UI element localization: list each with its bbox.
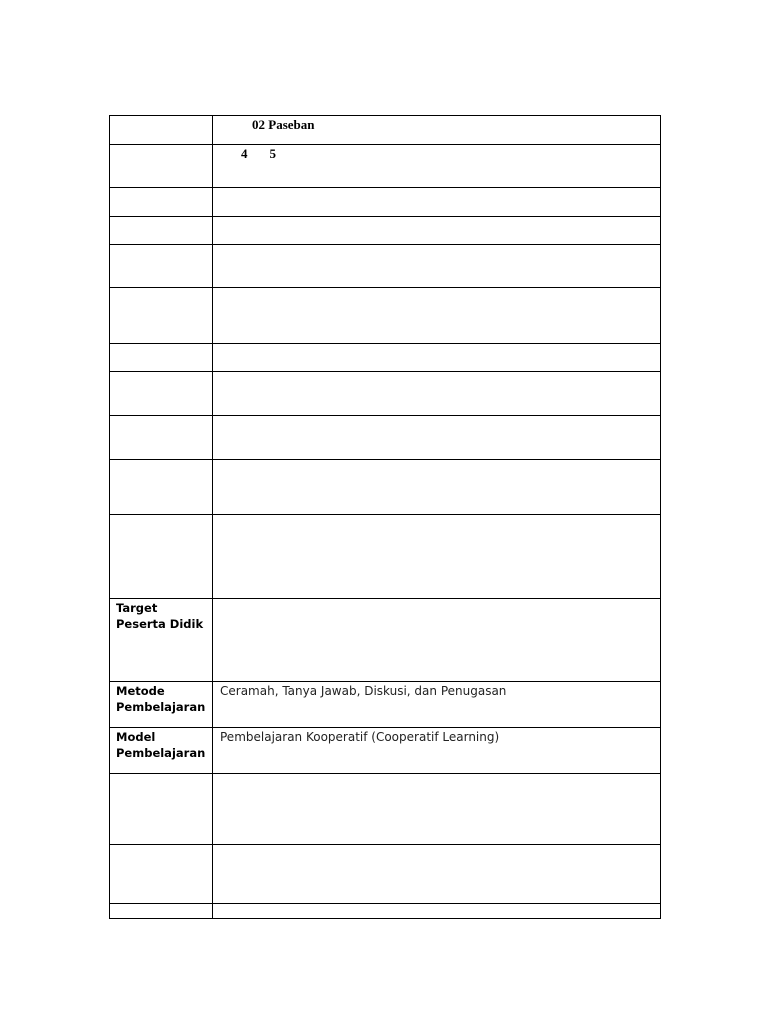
- metode-pembelajaran-label: Metode Pembelajaran: [116, 684, 206, 714]
- row-label-cell: [110, 188, 213, 217]
- table-row: [110, 188, 661, 217]
- table-row: [110, 774, 661, 845]
- row-label-cell: [110, 515, 213, 599]
- row-value-cell: [213, 145, 661, 188]
- row-label-cell: [110, 245, 213, 288]
- row-value-cell: [213, 288, 661, 344]
- row-value-cell: [213, 774, 661, 845]
- row-label-cell: [110, 728, 213, 774]
- table-row: [110, 845, 661, 904]
- model-pembelajaran-label: Model Pembelajaran: [116, 730, 206, 760]
- row-label-cell: [110, 904, 213, 919]
- row-label-cell: [110, 599, 213, 682]
- row-label-cell: [110, 845, 213, 904]
- model-pembelajaran-value: Pembelajaran Kooperatif (Cooperatif Learning): [220, 730, 500, 744]
- row-value-cell: [213, 515, 661, 599]
- row-label-cell: [110, 344, 213, 372]
- row-label-cell: [110, 774, 213, 845]
- table-row: [110, 728, 661, 774]
- row-label-cell: [110, 460, 213, 515]
- row-value-cell: [213, 372, 661, 416]
- row-label-cell: [110, 145, 213, 188]
- table-row: [110, 515, 661, 599]
- table-row: [110, 344, 661, 372]
- row-value-cell: [213, 116, 661, 145]
- row-value-cell: [213, 599, 661, 682]
- table-row: [110, 599, 661, 682]
- row-label-cell: [110, 288, 213, 344]
- class-number-second: 5: [269, 146, 276, 161]
- target-peserta-didik-label: Target Peserta Didik: [116, 601, 204, 631]
- row-label-cell: [110, 416, 213, 460]
- school-name-value: 02 Paseban: [252, 117, 315, 132]
- table-row: [110, 145, 661, 188]
- table-row: [110, 682, 661, 728]
- row-label-cell: [110, 217, 213, 245]
- table-row: [110, 217, 661, 245]
- table-row: [110, 460, 661, 515]
- table-row: [110, 372, 661, 416]
- row-value-cell: [213, 904, 661, 919]
- row-value-cell: [213, 682, 661, 728]
- row-label-cell: [110, 682, 213, 728]
- row-value-cell: [213, 460, 661, 515]
- class-numbers-value: [213, 146, 660, 162]
- row-label-cell: [110, 116, 213, 145]
- row-value-cell: [213, 245, 661, 288]
- metode-pembelajaran-value: Ceramah, Tanya Jawab, Diskusi, dan Penugasan: [220, 684, 507, 698]
- table-row: [110, 116, 661, 145]
- row-value-cell: [213, 416, 661, 460]
- row-value-cell: [213, 344, 661, 372]
- class-number-first: 4: [241, 146, 248, 161]
- table-row: [110, 245, 661, 288]
- table-row: [110, 416, 661, 460]
- row-value-cell: [213, 728, 661, 774]
- row-value-cell: [213, 217, 661, 245]
- row-value-cell: [213, 845, 661, 904]
- table-row: [110, 288, 661, 344]
- document-form-table: [109, 115, 661, 919]
- row-value-cell: [213, 188, 661, 217]
- row-label-cell: [110, 372, 213, 416]
- table-row: [110, 904, 661, 919]
